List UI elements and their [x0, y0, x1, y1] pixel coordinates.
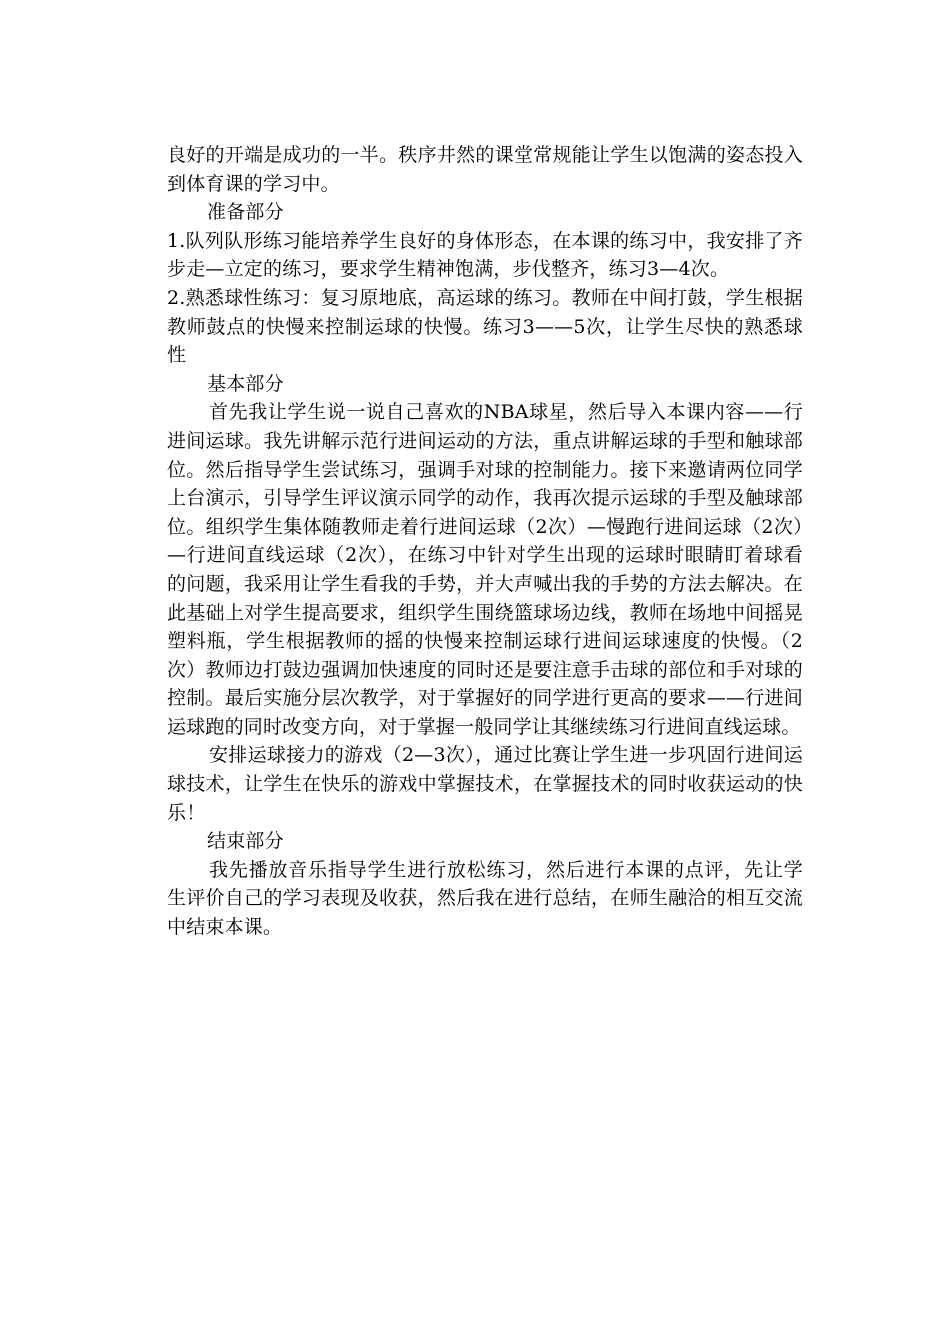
preparation-item-2: 2.熟悉球性练习：复习原地底，高运球的练习。教师在中间打鼓，学生根据教师鼓点的快慢来控制运球的快慢。练习3——5次，让学生尽快的熟悉球性 — [167, 286, 803, 367]
intro-paragraph: 良好的开端是成功的一半。秩序井然的课堂常规能让学生以饱满的姿态投入到体育课的学习中。 — [167, 144, 803, 195]
section-heading-ending: 结束部分 — [207, 830, 284, 853]
section-heading-preparation: 准备部分 — [207, 201, 284, 224]
basic-paragraph-1: 首先我让学生说一说自己喜欢的NBA球星，然后导入本课内容——行进间运球。我先讲解示范行进间运动的方法，重点讲解运球的手型和触球部位。然后指导学生尝试练习，强调手对球的控制能力。接下来邀请两位同学上台演示，引导学生评议演示同学的动作，我再次提示运球的手型及触球部位。组织学生集体随教师走着行进间运球（2次）—慢跑行进间运球（2次）—行进间直线运球（2次），在练习中针对学生出现的运球时眼睛盯着球看的问题，我采用让学生看我的手势，并大声喊出我的手势的方法去解决。在此基础上对学生提高要求，组织学生围绕篮球场边线，教师在场地中间摇晃塑料瓶，学生根据教师的摇的快慢来控制运球行进间运球速度的快慢。（2次）教师边打鼓边强调加快速度的同时还是要注意手击球的部位和手对球的控制。最后实施分层次教学，对于掌握好的同学进行更高的要求——行进间运球跑的同时改变方向，对于掌握一般同学让其继续练习行进间直线运球。 — [167, 401, 803, 738]
ending-paragraph: 我先播放音乐指导学生进行放松练习，然后进行本课的点评，先让学生评价自己的学习表现及收获，然后我在进行总结，在师生融洽的相互交流中结束本课。 — [167, 858, 803, 939]
section-heading-basic: 基本部分 — [207, 372, 284, 395]
document-page — [167, 141, 803, 942]
basic-paragraph-2: 安排运球接力的游戏（2—3次），通过比赛让学生进一步巩固行进间运球技术，让学生在快乐的游戏中掌握技术，在掌握技术的同时收获运动的快乐！ — [167, 744, 803, 824]
preparation-item-1: 1.队列队形练习能培养学生良好的身体形态，在本课的练习中，我安排了齐步走—立定的练习，要求学生精神饱满，步伐整齐，练习3—4次。 — [167, 229, 803, 281]
